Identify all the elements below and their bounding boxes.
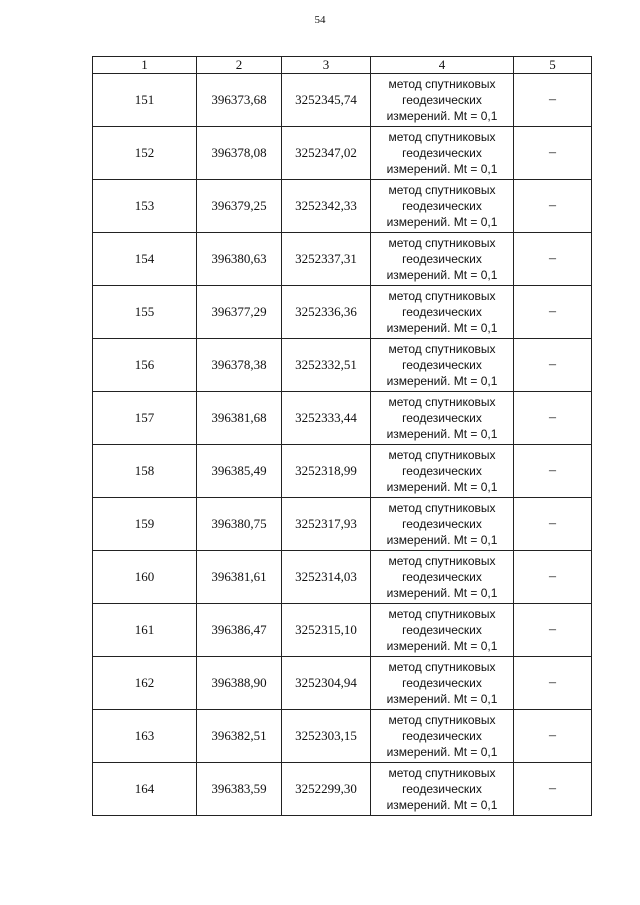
method-line: метод спутниковых xyxy=(388,501,496,515)
method-line: метод спутниковых xyxy=(388,554,496,568)
point-number-cell: 163 xyxy=(93,710,197,763)
point-number-cell: 162 xyxy=(93,657,197,710)
method-cell xyxy=(371,392,514,445)
table-row xyxy=(93,339,592,392)
y-coordinate-cell: 3252345,74 xyxy=(282,74,371,127)
method-line: метод спутниковых xyxy=(388,236,496,250)
column-header-3: 3 xyxy=(282,57,371,74)
method-line: метод спутниковых xyxy=(388,183,496,197)
coordinates-table xyxy=(92,56,592,816)
point-number-cell: 160 xyxy=(93,551,197,604)
method-line: метод спутниковых xyxy=(388,130,496,144)
method-cell xyxy=(371,127,514,180)
point-number-cell: 157 xyxy=(93,392,197,445)
y-coordinate-cell: 3252333,44 xyxy=(282,392,371,445)
x-coordinate-cell: 396373,68 xyxy=(197,74,282,127)
x-coordinate-cell: 396382,51 xyxy=(197,710,282,763)
method-cell xyxy=(371,233,514,286)
method-line: метод спутниковых xyxy=(388,289,496,303)
note-cell: – xyxy=(514,74,592,127)
table-row xyxy=(93,392,592,445)
table-row xyxy=(93,710,592,763)
table-row xyxy=(93,233,592,286)
x-coordinate-cell: 396377,29 xyxy=(197,286,282,339)
method-cell xyxy=(371,445,514,498)
y-coordinate-cell: 3252315,10 xyxy=(282,604,371,657)
method-line: геодезических xyxy=(402,146,482,160)
table-row xyxy=(93,604,592,657)
note-cell: – xyxy=(514,339,592,392)
x-coordinate-cell: 396379,25 xyxy=(197,180,282,233)
method-line: метод спутниковых xyxy=(388,77,496,91)
point-number-cell: 161 xyxy=(93,604,197,657)
x-coordinate-cell: 396388,90 xyxy=(197,657,282,710)
note-cell: – xyxy=(514,710,592,763)
column-header-4: 4 xyxy=(371,57,514,74)
note-cell: – xyxy=(514,233,592,286)
table-body xyxy=(93,74,592,816)
method-line: метод спутниковых xyxy=(388,448,496,462)
point-number-cell: 151 xyxy=(93,74,197,127)
note-cell: – xyxy=(514,445,592,498)
method-line: измерений. Mt = 0,1 xyxy=(386,533,498,547)
method-line: метод спутниковых xyxy=(388,766,496,780)
y-coordinate-cell: 3252314,03 xyxy=(282,551,371,604)
x-coordinate-cell: 396383,59 xyxy=(197,763,282,816)
note-cell: – xyxy=(514,604,592,657)
note-cell: – xyxy=(514,127,592,180)
table-row xyxy=(93,180,592,233)
method-line: измерений. Mt = 0,1 xyxy=(386,692,498,706)
method-line: геодезических xyxy=(402,464,482,478)
method-line: геодезических xyxy=(402,782,482,796)
method-line: геодезических xyxy=(402,623,482,637)
method-line: измерений. Mt = 0,1 xyxy=(386,427,498,441)
point-number-cell: 152 xyxy=(93,127,197,180)
x-coordinate-cell: 396385,49 xyxy=(197,445,282,498)
method-line: метод спутниковых xyxy=(388,342,496,356)
note-cell: – xyxy=(514,551,592,604)
point-number-cell: 164 xyxy=(93,763,197,816)
table-row xyxy=(93,657,592,710)
point-number-cell: 153 xyxy=(93,180,197,233)
method-line: измерений. Mt = 0,1 xyxy=(386,586,498,600)
y-coordinate-cell: 3252318,99 xyxy=(282,445,371,498)
column-header-1: 1 xyxy=(93,57,197,74)
point-number-cell: 156 xyxy=(93,339,197,392)
note-cell: – xyxy=(514,498,592,551)
table-row xyxy=(93,498,592,551)
x-coordinate-cell: 396380,63 xyxy=(197,233,282,286)
method-line: измерений. Mt = 0,1 xyxy=(386,798,498,812)
method-cell xyxy=(371,551,514,604)
table-row xyxy=(93,763,592,816)
method-line: геодезических xyxy=(402,358,482,372)
method-line: геодезических xyxy=(402,252,482,266)
method-line: измерений. Mt = 0,1 xyxy=(386,268,498,282)
method-line: геодезических xyxy=(402,305,482,319)
note-cell: – xyxy=(514,763,592,816)
y-coordinate-cell: 3252304,94 xyxy=(282,657,371,710)
method-line: геодезических xyxy=(402,570,482,584)
method-line: измерений. Mt = 0,1 xyxy=(386,745,498,759)
note-cell: – xyxy=(514,392,592,445)
table-row xyxy=(93,445,592,498)
method-line: метод спутниковых xyxy=(388,660,496,674)
column-header-2: 2 xyxy=(197,57,282,74)
x-coordinate-cell: 396380,75 xyxy=(197,498,282,551)
method-line: измерений. Mt = 0,1 xyxy=(386,480,498,494)
method-line: геодезических xyxy=(402,517,482,531)
column-header-5: 5 xyxy=(514,57,592,74)
point-number-cell: 154 xyxy=(93,233,197,286)
note-cell: – xyxy=(514,180,592,233)
method-cell xyxy=(371,339,514,392)
method-line: геодезических xyxy=(402,729,482,743)
method-line: измерений. Mt = 0,1 xyxy=(386,639,498,653)
table-row xyxy=(93,127,592,180)
method-cell xyxy=(371,710,514,763)
y-coordinate-cell: 3252317,93 xyxy=(282,498,371,551)
method-cell xyxy=(371,657,514,710)
method-cell xyxy=(371,498,514,551)
table-row xyxy=(93,286,592,339)
method-line: измерений. Mt = 0,1 xyxy=(386,215,498,229)
x-coordinate-cell: 396378,08 xyxy=(197,127,282,180)
method-line: метод спутниковых xyxy=(388,395,496,409)
table-row xyxy=(93,551,592,604)
method-line: метод спутниковых xyxy=(388,713,496,727)
y-coordinate-cell: 3252336,36 xyxy=(282,286,371,339)
method-cell xyxy=(371,74,514,127)
method-line: измерений. Mt = 0,1 xyxy=(386,109,498,123)
y-coordinate-cell: 3252347,02 xyxy=(282,127,371,180)
note-cell: – xyxy=(514,286,592,339)
method-line: метод спутниковых xyxy=(388,607,496,621)
method-line: геодезических xyxy=(402,411,482,425)
note-cell: – xyxy=(514,657,592,710)
y-coordinate-cell: 3252342,33 xyxy=(282,180,371,233)
method-cell xyxy=(371,763,514,816)
table-row xyxy=(93,74,592,127)
method-cell xyxy=(371,604,514,657)
method-line: измерений. Mt = 0,1 xyxy=(386,162,498,176)
method-line: геодезических xyxy=(402,93,482,107)
method-cell xyxy=(371,180,514,233)
y-coordinate-cell: 3252332,51 xyxy=(282,339,371,392)
method-line: геодезических xyxy=(402,199,482,213)
x-coordinate-cell: 396381,61 xyxy=(197,551,282,604)
x-coordinate-cell: 396381,68 xyxy=(197,392,282,445)
y-coordinate-cell: 3252337,31 xyxy=(282,233,371,286)
table-header-row xyxy=(93,57,592,74)
x-coordinate-cell: 396386,47 xyxy=(197,604,282,657)
method-line: измерений. Mt = 0,1 xyxy=(386,374,498,388)
method-line: геодезических xyxy=(402,676,482,690)
y-coordinate-cell: 3252303,15 xyxy=(282,710,371,763)
x-coordinate-cell: 396378,38 xyxy=(197,339,282,392)
method-cell xyxy=(371,286,514,339)
method-line: измерений. Mt = 0,1 xyxy=(386,321,498,335)
y-coordinate-cell: 3252299,30 xyxy=(282,763,371,816)
point-number-cell: 159 xyxy=(93,498,197,551)
point-number-cell: 158 xyxy=(93,445,197,498)
page-number: 54 xyxy=(314,14,326,26)
point-number-cell: 155 xyxy=(93,286,197,339)
